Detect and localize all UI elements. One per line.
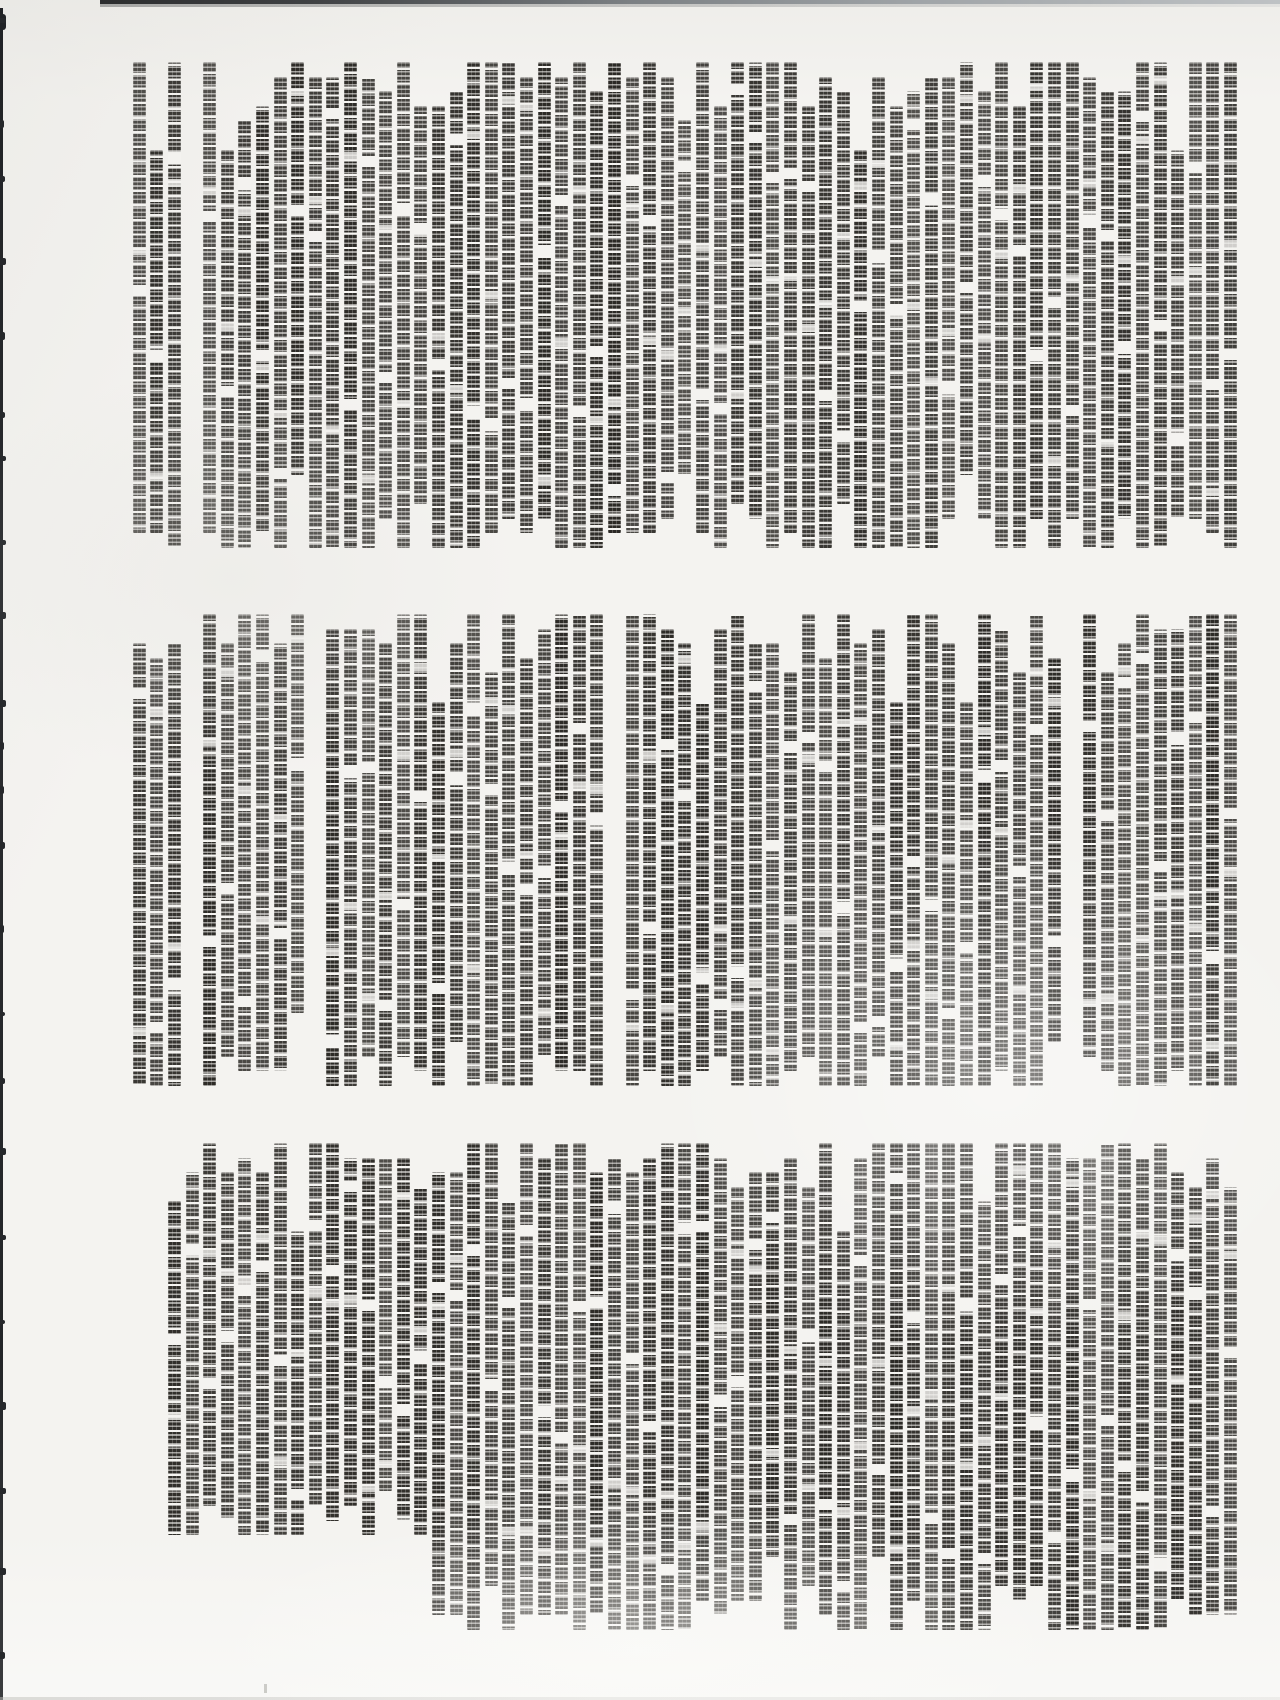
text-column	[1048, 658, 1061, 1042]
text-column	[344, 62, 357, 548]
text-column	[573, 1143, 586, 1630]
binding-tick	[0, 742, 4, 750]
text-column	[520, 1143, 533, 1615]
binding-tick	[0, 1012, 5, 1016]
text-column	[432, 106, 445, 548]
text-column	[714, 629, 727, 1057]
text-column	[978, 91, 991, 519]
text-column	[802, 106, 815, 548]
text-column	[150, 150, 163, 534]
text-column	[784, 62, 797, 533]
text-column	[626, 614, 639, 1086]
binding-tick	[0, 1148, 6, 1155]
text-column	[1083, 77, 1096, 548]
text-column	[819, 1143, 832, 1615]
text-column	[661, 77, 674, 519]
text-column	[960, 62, 973, 475]
text-column	[837, 91, 850, 504]
binding-tick	[0, 1235, 6, 1240]
text-column	[1013, 106, 1026, 548]
text-column	[819, 658, 832, 1086]
text-column	[890, 1143, 903, 1630]
text-column	[1224, 62, 1237, 548]
text-column	[221, 150, 234, 548]
binding-tick	[0, 1652, 5, 1659]
text-column	[309, 77, 322, 548]
text-column	[309, 1143, 322, 1506]
text-column	[1083, 614, 1096, 1057]
text-column	[221, 1172, 234, 1520]
binding-tick	[0, 176, 5, 182]
text-column	[749, 62, 762, 519]
text-column	[150, 658, 163, 1086]
text-column	[502, 614, 515, 1086]
text-column	[784, 672, 797, 1071]
binding-tick	[0, 842, 5, 849]
binding-tick	[0, 1078, 5, 1084]
text-column	[344, 1158, 357, 1506]
binding-tick	[0, 1568, 6, 1575]
text-column	[978, 1201, 991, 1630]
text-column	[590, 1172, 603, 1615]
text-column	[397, 1158, 410, 1521]
text-column	[397, 614, 410, 1057]
text-column	[942, 643, 955, 1086]
text-column	[362, 1158, 375, 1536]
binding-tick	[0, 540, 6, 545]
text-column	[1206, 1158, 1219, 1616]
binding-tick	[0, 786, 4, 794]
text-column	[274, 643, 287, 1071]
text-column	[714, 106, 727, 548]
binding-tick	[0, 332, 5, 340]
text-column	[362, 77, 375, 548]
text-column	[995, 1143, 1008, 1586]
binding-tick	[0, 925, 4, 933]
text-column	[1013, 672, 1026, 1086]
text-column	[608, 62, 621, 533]
text-column	[1101, 1143, 1114, 1630]
text-column	[1224, 614, 1237, 1086]
text-column	[256, 1172, 269, 1535]
binding-tick	[0, 1320, 5, 1324]
text-column	[766, 1172, 779, 1557]
text-column	[907, 614, 920, 1086]
text-column	[995, 629, 1008, 1072]
text-column	[450, 91, 463, 548]
scan-top-edge-shadow	[100, 4, 1280, 7]
text-column	[766, 643, 779, 1086]
text-column	[256, 106, 269, 534]
text-column	[1171, 1172, 1184, 1601]
text-column	[326, 77, 339, 548]
text-column	[925, 614, 938, 1086]
text-column	[133, 62, 146, 533]
text-column	[731, 62, 744, 504]
text-column	[1030, 62, 1043, 519]
text-column	[520, 658, 533, 1086]
binding-tick	[0, 612, 6, 619]
text-column	[1013, 1143, 1026, 1601]
text-column	[678, 120, 691, 475]
text-column	[467, 1143, 480, 1630]
text-column	[555, 1143, 568, 1615]
text-column	[1030, 1143, 1043, 1586]
text-column	[326, 629, 339, 1086]
text-column	[1136, 1158, 1149, 1630]
text-column	[538, 62, 551, 519]
text-column	[467, 614, 480, 1086]
text-column	[678, 643, 691, 1086]
text-column	[485, 672, 498, 1086]
text-column	[1171, 629, 1184, 1072]
text-column	[1136, 62, 1149, 548]
text-column	[802, 614, 815, 1057]
text-column	[291, 614, 304, 1013]
binding-tick	[0, 18, 6, 23]
text-column	[379, 643, 392, 1086]
text-column	[696, 1143, 709, 1601]
text-column	[221, 643, 234, 1057]
text-column	[1206, 62, 1219, 533]
binding-tick	[0, 120, 4, 128]
text-column	[661, 1143, 674, 1630]
text-column	[573, 62, 586, 548]
text-column	[555, 77, 568, 548]
text-column	[344, 629, 357, 1086]
text-column	[696, 62, 709, 533]
text-column	[362, 629, 375, 1057]
text-column	[837, 614, 850, 1086]
text-column	[397, 62, 410, 548]
text-column	[238, 120, 251, 548]
text-column	[925, 1143, 938, 1630]
text-column	[608, 1158, 621, 1630]
text-column	[590, 614, 603, 1086]
text-column	[890, 702, 903, 1086]
text-column	[1154, 1143, 1167, 1630]
text-column	[626, 77, 639, 534]
text-column	[538, 1158, 551, 1616]
text-column	[186, 1172, 199, 1535]
text-column	[678, 1143, 691, 1630]
text-block-middle	[60, 614, 1237, 1086]
text-column	[1224, 1187, 1237, 1616]
text-column	[1189, 614, 1202, 1086]
text-column	[854, 150, 867, 548]
binding-tick	[0, 1402, 6, 1410]
text-column	[731, 1187, 744, 1601]
text-column	[133, 643, 146, 1086]
text-column	[872, 77, 885, 548]
text-column	[837, 1231, 850, 1630]
text-column	[1154, 62, 1167, 548]
text-column	[168, 643, 181, 1086]
text-column	[942, 1143, 955, 1630]
text-column	[168, 1201, 181, 1535]
text-column	[890, 106, 903, 548]
text-column	[643, 62, 656, 533]
text-column	[1083, 1158, 1096, 1630]
binding-tick	[0, 258, 6, 265]
text-column	[872, 1143, 885, 1557]
text-column	[854, 1158, 867, 1630]
text-column	[749, 643, 762, 1086]
text-column	[643, 614, 656, 1071]
text-column	[1118, 1143, 1131, 1630]
text-column	[661, 629, 674, 1086]
text-column	[854, 643, 867, 1086]
text-column	[819, 77, 832, 548]
binding-tick	[0, 412, 5, 418]
text-column	[978, 614, 991, 1086]
text-column	[432, 702, 445, 1086]
text-column	[467, 62, 480, 548]
text-column	[485, 1143, 498, 1586]
text-column	[291, 62, 304, 475]
text-column	[872, 629, 885, 1057]
text-column	[1118, 643, 1131, 1086]
text-column	[626, 1172, 639, 1630]
text-column	[1066, 62, 1079, 519]
text-column	[379, 91, 392, 519]
text-column	[802, 1187, 815, 1586]
text-column	[502, 62, 515, 519]
text-column	[168, 62, 181, 548]
scan-speck	[264, 1684, 267, 1693]
binding-tick	[0, 700, 6, 707]
text-column	[1118, 91, 1131, 519]
text-column	[590, 91, 603, 548]
text-column	[1048, 1143, 1061, 1630]
text-column	[907, 1143, 920, 1601]
text-column	[203, 62, 216, 533]
text-column	[326, 1143, 339, 1521]
text-column	[432, 1172, 445, 1615]
text-column	[714, 1158, 727, 1616]
text-block-bottom	[60, 1143, 1237, 1630]
text-column	[925, 77, 938, 548]
text-column	[1136, 614, 1149, 1086]
text-column	[502, 1201, 515, 1630]
text-column	[1101, 91, 1114, 548]
text-column	[1189, 1187, 1202, 1616]
text-column	[1066, 1158, 1079, 1630]
text-column	[538, 629, 551, 1057]
text-column	[414, 106, 427, 504]
text-block-top	[60, 62, 1237, 548]
text-column	[960, 1143, 973, 1630]
text-column	[995, 62, 1008, 548]
text-column	[450, 1172, 463, 1615]
text-column	[274, 77, 287, 548]
text-column	[766, 62, 779, 548]
text-column	[291, 1231, 304, 1536]
text-column	[731, 614, 744, 1086]
text-column	[450, 643, 463, 1042]
text-column	[379, 1158, 392, 1492]
text-column	[942, 77, 955, 519]
text-column	[573, 614, 586, 1071]
text-column	[1189, 62, 1202, 519]
text-column	[1101, 672, 1114, 1071]
text-column	[643, 1158, 656, 1630]
text-column	[520, 77, 533, 534]
text-column	[1048, 62, 1061, 548]
text-column	[414, 614, 427, 1071]
text-column	[1171, 150, 1184, 519]
text-column	[907, 91, 920, 548]
binding-tick	[0, 1488, 6, 1494]
text-column	[749, 1172, 762, 1601]
text-column	[1154, 629, 1167, 1086]
text-column	[203, 1143, 216, 1506]
text-column	[1206, 614, 1219, 1086]
text-column	[1030, 614, 1043, 1086]
text-column	[238, 1158, 251, 1536]
text-column	[555, 614, 568, 1071]
text-column	[274, 1143, 287, 1535]
text-column	[238, 614, 251, 1071]
binding-tick	[0, 456, 6, 461]
text-column	[203, 614, 216, 1086]
text-column	[960, 702, 973, 1086]
text-column	[485, 62, 498, 533]
text-column	[696, 702, 709, 1072]
text-column	[256, 614, 269, 1071]
text-column	[784, 1158, 797, 1630]
text-column	[414, 1187, 427, 1535]
